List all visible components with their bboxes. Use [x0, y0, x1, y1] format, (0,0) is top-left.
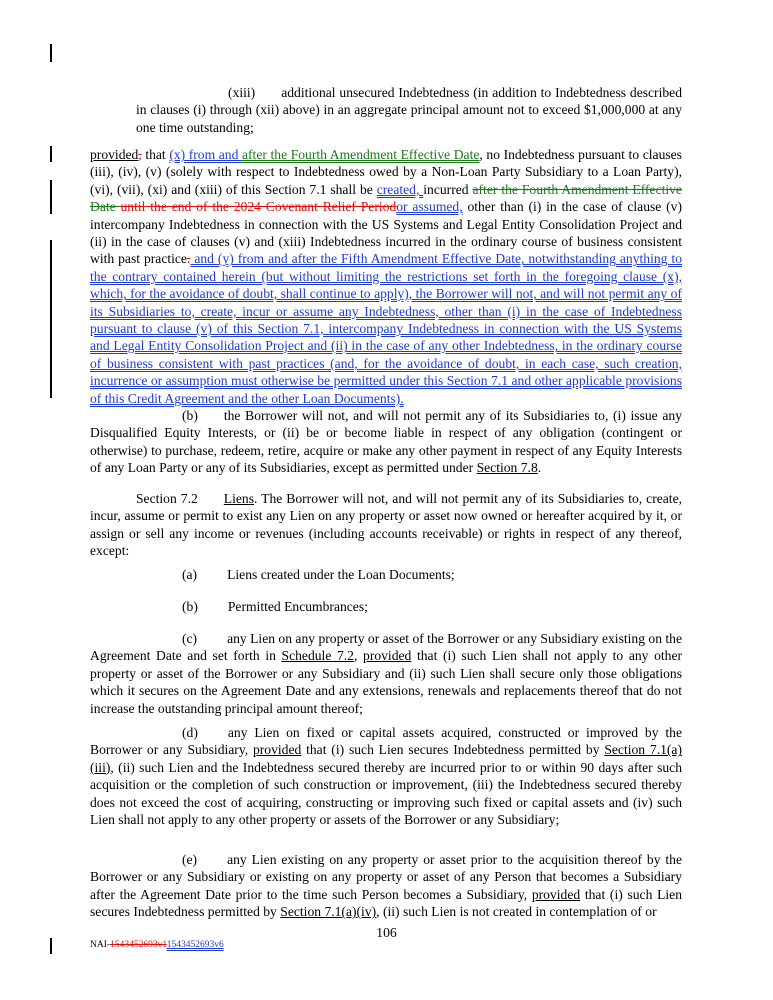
provided-term: provided	[531, 886, 581, 902]
change-bar	[50, 240, 52, 398]
lien-b-text: Permitted Encumbrances;	[227, 599, 368, 614]
lien-c	[90, 630, 682, 717]
document-id	[90, 940, 224, 950]
lien-b	[182, 598, 682, 615]
inserted-x: (x) from and	[169, 147, 242, 162]
lien-d-text: any Lien on fixed or capital assets acquired, constructed or improved by the Borrower or any Subsidiary,	[90, 725, 682, 758]
lien-a-text: Liens created under the Loan Documents;	[227, 567, 455, 582]
lien-b-label: (b)	[182, 599, 198, 614]
inserted-created: created,	[376, 181, 424, 197]
clause-xiii-label: (xiii)	[228, 85, 256, 100]
section-7-8-ref[interactable]: Section 7.8	[476, 460, 538, 476]
section-title: Liens	[223, 491, 254, 506]
clause-b	[90, 407, 682, 477]
lien-e-text: that (i) such Lien secures Indebtedness permitted by	[90, 886, 682, 920]
lien-d-text: that (i) such Lien secures Indebtedness permitted by	[301, 742, 605, 758]
provided-term: provided	[90, 147, 139, 162]
section-7-2	[90, 490, 682, 560]
proviso-text: that	[141, 147, 170, 162]
lien-a	[182, 566, 682, 583]
doc-id-deleted: 1543452693v1	[110, 940, 167, 950]
doc-id-inserted: 1543452693v6	[166, 940, 224, 950]
lien-c-text: any Lien on any property or asset of the Borrower or any Subsidiary existing on the Agreement Date and set forth in	[90, 631, 682, 664]
lien-e-text: any Lien existing on any property or asset prior to the acquisition thereof by the Borrower or any Subsidiary or existing on any property or asset of any Person that becomes a Subsidiary after the Agreement Date prior to the time such Person becomes a Subsidiary,	[90, 852, 682, 902]
clause-b-label: (b)	[182, 408, 198, 423]
clause-xiii	[136, 84, 682, 136]
lien-a-label: (a)	[182, 567, 198, 582]
change-bar	[50, 146, 52, 162]
page-number: 106	[376, 925, 397, 940]
section-number: Section 7.2	[136, 491, 198, 506]
lien-e	[90, 851, 682, 921]
lien-d-text: , (ii) such Lien and the Indebtedness secured thereby are incurred prior to or within 90 days after such acquisition or the completion of such construction or improvement, (iii) the Indebtedness secured thereby does not exceed the cost of acquiring, constructing or improving such fixed or capital assets and (iv) such Lien shall not apply to any other property or assets of the Borrower or any Subsidiary;	[90, 759, 682, 828]
section-7-1-a-iii-ref[interactable]: Section 7.1(a)(iii)	[90, 742, 682, 775]
proviso-text: incurred	[423, 181, 473, 197]
clause-xiii-text: additional unsecured Indebtedness (in addition to Indebtedness described in clauses (i) through (xii) above) in an aggregate principal amount not to exceed $1,000,000 at any one time outstanding;	[136, 85, 682, 135]
provided-term: provided	[363, 648, 412, 664]
proviso-paragraph	[90, 146, 682, 407]
lien-d-label: (d)	[182, 725, 198, 740]
doc-id-prefix: NAI-	[90, 940, 111, 950]
change-bar	[50, 180, 52, 214]
lien-d	[90, 724, 682, 828]
moved-deleted-after: after the Fourth Amendment Effective Date	[90, 181, 682, 215]
moved-after-text: after the Fourth Amendment Effective Date	[242, 147, 480, 162]
lien-c-label: (c)	[182, 631, 198, 646]
deleted-comma: ,	[138, 147, 142, 162]
lien-e-text: , (ii) such Lien is not created in contemplation of or	[376, 904, 657, 920]
deleted-until: until the end of the 2024 Covenant Relief Period	[120, 199, 397, 215]
change-bar	[50, 44, 52, 62]
inserted-or-assumed: or assumed,	[396, 199, 463, 215]
lien-c-text: that (i) such Lien shall not apply to any other property or asset of the Borrower or any Subsidiary and (ii) such Lien shall secure only those obligations which it secures on the Agreement Date and any extensions, renewals and replacements thereof that do not increase the outstanding principal amount thereof;	[90, 648, 683, 716]
proviso-text: , no Indebtedness pursuant to clauses (iii), (iv), (v) (solely with respect to Indebtedness owed by a Non-Loan Party Subsidiary to a Loan Party), (vi), (vii), (xi) and (xiii) of this Section 7.1 shall be	[90, 147, 682, 197]
provided-term: provided	[252, 742, 302, 758]
clause-b-text: the Borrower will not, and will not permit any of its Subsidiaries to, (i) issue any Disqualified Equity Interests, or (ii) be or become liable in respect of any obligation (contingent or otherwise) to purchase, redeem, retire, acquire or make any other payment in respect of any Equity Interests of any Loan Party or any of its Subsidiaries, except as permitted under	[90, 408, 682, 476]
lien-c-sep: ,	[353, 648, 364, 664]
clause-b-end: .	[537, 460, 542, 476]
lien-e-label: (e)	[182, 852, 198, 867]
proviso-text: other than (i) in the case of clause (v) intercompany Indebtedness in connection with the US Systems and Legal Entity Consolidation Project and (ii) in the case of clauses (v) and (xiii) Indebtedness incurred in the ordinary course of business consistent with past practice	[90, 199, 682, 267]
inserted-clause-y: and (y) from and after the Fifth Amendment Effective Date, notwithstanding anything to the contrary contained herein (but without limiting the restrictions set forth in the foregoing clause (x), which, for the avoidance of doubt, shall continue to apply), the Borrower will not, and will not permit any of its Subsidiaries to, create, incur or assume any Indebtedness, other than (i) in the case of Indebtedness pursuant to clause (v) of this Section 7.1, intercompany Indebtedness in connection with the US Systems and Legal Entity Consolidation Project and (ii) in the case of any other Indebtedness, in the ordinary course of business consistent with past practices (and, for the avoidance of doubt, in each case, such creation, incurrence or assumption must otherwise be permitted under this Section 7.1 and other applicable provisions of this Credit Agreement and the other Loan Documents).	[90, 251, 682, 406]
schedule-7-2-ref[interactable]: Schedule 7.2	[281, 648, 354, 664]
deleted-period: .	[186, 251, 191, 267]
section-text: . The Borrower will not, and will not permit any of its Subsidiaries to, create, incur, assume or permit to exist any Lien on any property or asset now owned or hereafter acquired by it, or assign or sell any income or revenues (including accounts receivable) or rights in respect of any thereof, except:	[90, 491, 683, 559]
section-7-1-a-iv-ref[interactable]: Section 7.1(a)(iv)	[280, 904, 377, 920]
